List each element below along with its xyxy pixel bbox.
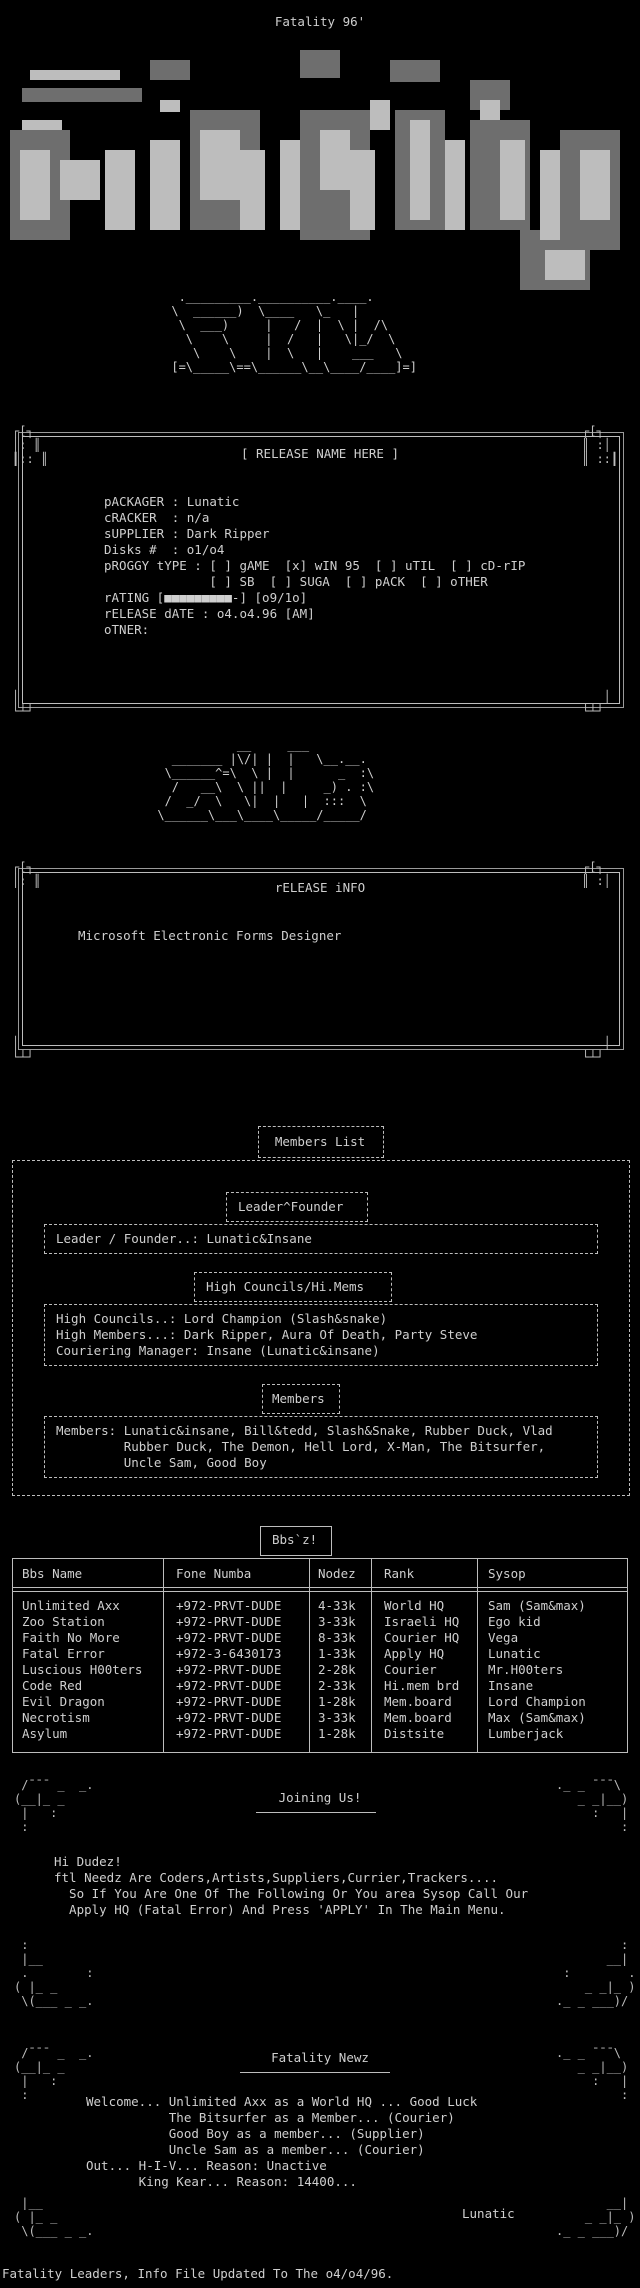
table-cell: Sam (Sam&max) <box>488 1598 586 1613</box>
leader-title: Leader^Founder <box>238 1199 344 1214</box>
table-cell: +972-PRVT-DUDE <box>176 1710 282 1725</box>
table-cell: +972-PRVT-DUDE <box>176 1630 282 1645</box>
table-cell: +972-PRVT-DUDE <box>176 1662 282 1677</box>
table-cell: 8-33k <box>318 1630 356 1645</box>
table-cell: Faith No More <box>22 1630 120 1645</box>
box-corner-ornament: ┌[┐ │: ║ ┃:: ║ <box>12 424 49 466</box>
table-cell: Courier <box>384 1662 437 1677</box>
table-cell: Ego kid <box>488 1614 541 1629</box>
joining-line: Apply HQ (Fatal Error) And Press 'APPLY' In The Main Menu. <box>54 1902 506 1917</box>
table-cell: Mem.board <box>384 1694 452 1709</box>
news-title: Fatality Newz <box>271 2050 369 2065</box>
members-line: Members: Lunatic&insane, Bill&tedd, Slash&Snake, Rubber Duck, Vlad <box>56 1423 553 1438</box>
table-cell: Asylum <box>22 1726 68 1741</box>
table-cell: Distsite <box>384 1726 445 1741</box>
box-corner-ornament: ._ _ ¯¯¯\ _ _|__) : | : <box>556 1778 629 1834</box>
table-header: Bbs Name <box>22 1566 83 1581</box>
table-cell: Lunatic <box>488 1646 541 1661</box>
councils-line: Couriering Manager: Insane (Lunatic&insane) <box>56 1343 380 1358</box>
members-line: Uncle Sam, Good Boy <box>56 1455 267 1470</box>
table-cell: +972-PRVT-DUDE <box>176 1694 282 1709</box>
fatality-pixel-logo <box>0 40 640 305</box>
table-cell: +972-PRVT-DUDE <box>176 1614 282 1629</box>
table-cell: 4-33k <box>318 1598 356 1613</box>
release-info-box <box>22 872 620 1046</box>
ftl-ascii-logo: ._________.__________.____. \ ______) \____ \_ | \ ___) | / | \ | /\ \ \ | / | \|_/ \ \ \ | \ | ___ \ [=\_____\==\______\__\____/____]=] <box>171 290 417 374</box>
ftl-ascii-logo: __ ___ _______ |\/| | | \__.__. \______^=\ \ | | _ :\ / __\ \ || | _) . :\ / _/ \ \| | | ::: \ \______\___\____\_____/_____/ <box>157 738 375 822</box>
table-cell: Courier HQ <box>384 1630 460 1645</box>
leader-line: Leader / Founder..: Lunatic&Insane <box>56 1231 312 1246</box>
joining-line: Hi Dudez! <box>54 1854 122 1869</box>
box-corner-ornament: /¯¯¯ _ _. (__|_ _ | : : <box>14 1778 94 1834</box>
release-line: rELEASE dATE : o4.o4.96 [AM] <box>104 606 315 621</box>
news-signature: Lunatic <box>462 2206 515 2221</box>
footer-text: Fatality Leaders, Info File Updated To The o4/o4/96. <box>2 2266 394 2281</box>
news-line: Uncle Sam as a member... (Courier) <box>86 2142 425 2157</box>
news-line: Good Boy as a member... (Supplier) <box>86 2126 425 2141</box>
release-line: oTNER: <box>104 622 150 637</box>
table-cell: +972-PRVT-DUDE <box>176 1726 282 1741</box>
members-line: Rubber Duck, The Demon, Hell Lord, X-Man, The Bitsurfer, <box>56 1439 546 1454</box>
news-line: The Bitsurfer as a Member... (Courier) <box>86 2110 455 2125</box>
box-corner-ornament: ┌[┐ ║ :│ ║ ::┃ <box>582 424 619 466</box>
table-cell: 2-33k <box>318 1678 356 1693</box>
table-cell: 1-28k <box>318 1726 356 1741</box>
table-cell: 2-28k <box>318 1662 356 1677</box>
release-line: pACKAGER : Lunatic <box>104 494 240 509</box>
table-header: Nodez <box>318 1566 356 1581</box>
box-corner-ornament: /¯¯¯ _ _. (__|_ _ | : : <box>14 2046 94 2102</box>
councils-line: High Members...: Dark Ripper, Aura Of Death, Party Steve <box>56 1327 478 1342</box>
table-cell: Evil Dragon <box>22 1694 105 1709</box>
box-corner-ornament: : __| : . _ _|_ ) ._ _ ___)/ <box>556 1938 636 2008</box>
table-header: Sysop <box>488 1566 526 1581</box>
table-cell: +972-PRVT-DUDE <box>176 1598 282 1613</box>
box-corner-ornament: │ └┴┘ <box>12 1036 34 1064</box>
box-corner-ornament: ┌[┐ ║ :│ <box>582 860 611 888</box>
table-cell: Fatal Error <box>22 1646 105 1661</box>
table-cell: Mem.board <box>384 1710 452 1725</box>
box-corner-ornament: ┌[┐ │: ║ <box>12 860 41 888</box>
box-corner-ornament: : |__ . : ( |_ _ \(___ _ _. <box>14 1938 94 2008</box>
release-info-text: Microsoft Electronic Forms Designer <box>78 928 342 943</box>
box-corner-ornament: __| _ _|_ ) ._ _ ___)/ <box>556 2196 636 2238</box>
box-corner-ornament: │ └┴┘ <box>12 690 34 718</box>
table-cell: Zoo Station <box>22 1614 105 1629</box>
table-cell: Lumberjack <box>488 1726 564 1741</box>
table-cell: Vega <box>488 1630 519 1645</box>
table-cell: +972-3-6430173 <box>176 1646 282 1661</box>
page-title: Fatality 96' <box>274 14 366 29</box>
release-info-header: rELEASE iNFO <box>274 880 366 895</box>
councils-title: High Councils/Hi.Mems <box>206 1279 365 1294</box>
release-line: sUPPLIER : Dark Ripper <box>104 526 270 541</box>
box-corner-ornament: │ └┴┘ <box>582 690 611 718</box>
joining-line: ftl Needz Are Coders,Artists,Suppliers,Currier,Trackers.... <box>54 1870 499 1885</box>
joining-title: Joining Us! <box>278 1790 362 1805</box>
table-cell: 3-33k <box>318 1710 356 1725</box>
table-cell: Insane <box>488 1678 534 1693</box>
table-cell: 1-28k <box>318 1694 356 1709</box>
release-name-header: [ RELEASE NAME HERE ] <box>240 446 400 461</box>
box-corner-ornament: |__ ( |_ _ \(___ _ _. <box>14 2196 94 2238</box>
councils-line: High Councils..: Lord Champion (Slash&snake) <box>56 1311 388 1326</box>
table-cell: World HQ <box>384 1598 445 1613</box>
table-cell: Israeli HQ <box>384 1614 460 1629</box>
table-cell: Necrotism <box>22 1710 90 1725</box>
bbs-title: Bbs`z! <box>272 1532 318 1547</box>
table-header: Rank <box>384 1566 415 1581</box>
table-cell: Unlimited Axx <box>22 1598 120 1613</box>
table-cell: +972-PRVT-DUDE <box>176 1678 282 1693</box>
release-line: pROGGY tYPE : [ ] gAME [x] wIN 95 [ ] uTIL [ ] cD-rIP <box>104 558 526 573</box>
news-line: King Kear... Reason: 14400... <box>86 2174 357 2189</box>
news-title-underline <box>240 2072 390 2073</box>
table-cell: Luscious H00ters <box>22 1662 143 1677</box>
table-cell: Code Red <box>22 1678 83 1693</box>
release-line: rATING [■■■■■■■■■-] [o9/1o] <box>104 590 308 605</box>
joining-line: So If You Are One Of The Following Or You area Sysop Call Our <box>54 1886 529 1901</box>
box-corner-ornament: ._ _ ¯¯¯\ _ _|__) : | : <box>556 2046 629 2102</box>
table-cell: 3-33k <box>318 1614 356 1629</box>
joining-title-underline <box>256 1812 376 1813</box>
table-header: Fone Numba <box>176 1566 252 1581</box>
table-cell: 1-33k <box>318 1646 356 1661</box>
members-subtitle: Members <box>272 1391 325 1406</box>
table-cell: Mr.H00ters <box>488 1662 564 1677</box>
release-line: Disks # : o1/o4 <box>104 542 225 557</box>
table-cell: Hi.mem brd <box>384 1678 460 1693</box>
table-cell: Apply HQ <box>384 1646 445 1661</box>
box-corner-ornament: │ └┴┘ <box>582 1036 611 1064</box>
table-cell: Max (Sam&max) <box>488 1710 586 1725</box>
members-title: Members List <box>274 1134 366 1149</box>
table-cell: Lord Champion <box>488 1694 586 1709</box>
news-line: Out... H-I-V... Reason: Unactive <box>86 2158 327 2173</box>
news-line: Welcome... Unlimited Axx as a World HQ ... Good Luck <box>86 2094 478 2109</box>
release-line: cRACKER : n/a <box>104 510 210 525</box>
release-line: [ ] SB [ ] SUGA [ ] pACK [ ] oTHER <box>104 574 488 589</box>
